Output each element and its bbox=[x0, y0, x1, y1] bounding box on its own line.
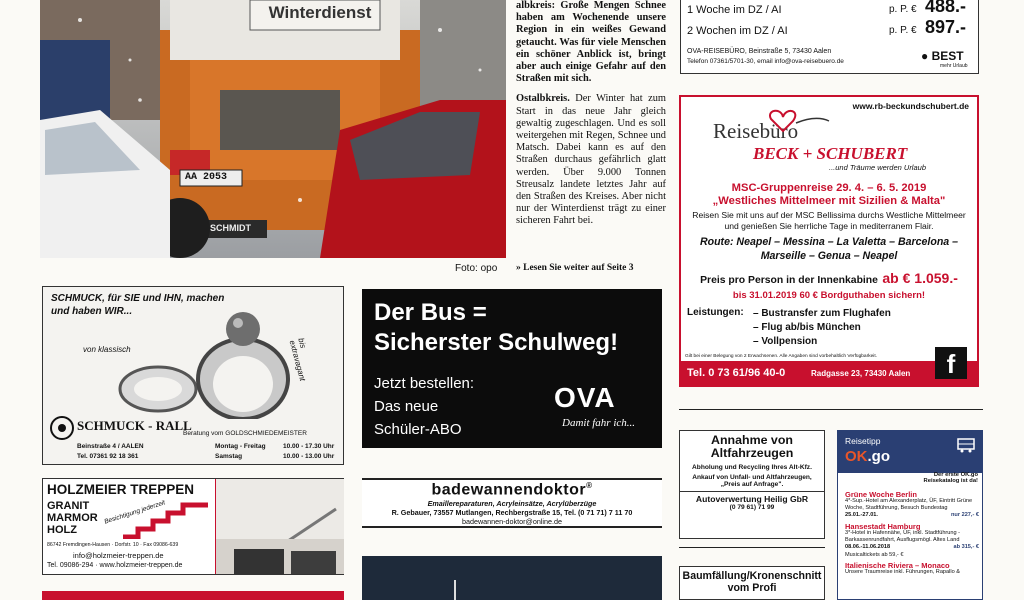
offer-date: 08.06.-11.06.2018 bbox=[845, 544, 891, 550]
ova-contact: Telefon 07361/5701-30, email info@ova-reisebuero.de bbox=[687, 58, 844, 65]
dateline: Ostalbkreis. bbox=[516, 93, 570, 105]
ring-illustration bbox=[103, 309, 303, 419]
baumfaellung-ad[interactable] bbox=[679, 566, 825, 600]
facebook-icon[interactable]: f bbox=[935, 347, 967, 379]
staircase-photo bbox=[216, 479, 344, 574]
bus-icon bbox=[956, 437, 976, 453]
bus-line3: Jetzt bestellen: bbox=[374, 375, 475, 392]
material: GRANIT bbox=[47, 500, 90, 512]
altfahrzeuge-ad[interactable] bbox=[679, 430, 825, 539]
truck-sign: Winterdienst bbox=[268, 3, 372, 22]
bottom-ad-dark bbox=[362, 556, 662, 600]
bottom-ad-mark bbox=[454, 580, 456, 600]
holz-stamp: Besichtigung jederzeit bbox=[103, 499, 167, 526]
beck-address: Radgasse 23, 73430 Aalen bbox=[811, 369, 911, 378]
divider bbox=[679, 409, 983, 410]
divider bbox=[679, 547, 825, 548]
ova-slogan: Damit fahr ich... bbox=[562, 417, 636, 429]
license-plate: AA 2053 bbox=[185, 172, 228, 183]
altf-line2: Ankauf von Unfall- und Altfahrzeugen, „Preis auf Anfrage". bbox=[692, 474, 812, 488]
cruise-route: Route: Neapel – Messina – La Valetta – Barcelona – Marseille – Genua – Neapel bbox=[699, 236, 959, 262]
holz-materials bbox=[47, 500, 98, 536]
services-list bbox=[753, 307, 891, 349]
schmuck-rall-logo-icon bbox=[49, 415, 75, 441]
body-text: Der Winter hat zum Start in das neue Jahr gleich gewaltig zugeschlagen. Und es soll weitergehen mit Regen, Schnee und Matsch. Dabei kann es auf den Straßen durchaus gefährlich glatt werden. Über 9.000 Tonnen Streusalz landete letztes Jahr auf den Straßen des Kreises. Aber nicht nur der Winterdienst trägt zu einer sicheren Fahrt bei. bbox=[516, 93, 666, 227]
bus-line4: Das neue bbox=[374, 398, 439, 415]
row1-price: 488.- bbox=[925, 0, 967, 16]
ova-travel-ad[interactable] bbox=[680, 0, 979, 74]
service-item: – Vollpension bbox=[753, 336, 818, 347]
beck-brand-main: BECK + SCHUBERT bbox=[753, 144, 908, 163]
okgo-travel-ad[interactable] bbox=[837, 430, 983, 600]
baum-sub: vom Profi bbox=[727, 582, 777, 594]
offer-line bbox=[845, 544, 979, 552]
hours-weekday-label: Montag - Freitag bbox=[215, 443, 266, 450]
bus-line2: Sicherster Schulweg! bbox=[374, 329, 619, 356]
cruise-intro: Reisen Sie mit uns auf der MSC Bellissima durchs Westliche Mittelmeer und genießen Sie herrliche Tage in mediterranem Flair. bbox=[692, 210, 966, 231]
row2-price: 897.- bbox=[925, 17, 967, 37]
bus-line5: Schüler-ABO bbox=[374, 421, 462, 438]
lead-fragment: albkreis: bbox=[516, 0, 556, 11]
holz-email[interactable]: info@holzmeier-treppen.de bbox=[73, 551, 164, 560]
article-column bbox=[516, 0, 666, 236]
offer-line bbox=[845, 512, 979, 520]
bade-brand: badewannendoktor bbox=[431, 481, 587, 499]
news-photo bbox=[40, 0, 506, 258]
schmuck-brand: SCHMUCK - RALL bbox=[77, 418, 192, 433]
beck-tagline: ...und Träume werden Urlaub bbox=[829, 163, 926, 172]
beck-phone[interactable]: Tel. 0 73 61/96 40-0 bbox=[687, 367, 786, 379]
photo-caption: Foto: opo bbox=[455, 263, 498, 274]
continue-link[interactable]: » Lesen Sie weiter auf Seite 3 bbox=[516, 263, 634, 273]
holz-info-panel bbox=[43, 479, 216, 574]
snow-truck-image bbox=[40, 0, 506, 258]
cruise-headline-2: „Westliches Mittelmeer mit Sizilien & Malta" bbox=[712, 195, 946, 207]
offer-text: 4*-Sup.-Hotel am Alexanderplatz, ÜF, Eintritt Grüne Woche, Stadtführung, Besuch Bundestag bbox=[845, 498, 973, 511]
bade-email[interactable]: badewannen-doktor@online.de bbox=[461, 517, 562, 527]
offer-date: 25.01.-27.01. bbox=[845, 512, 878, 518]
price-label: Preis pro Person in der Innenkabine bbox=[700, 275, 878, 286]
okgo-header-label: Reisetipp bbox=[845, 436, 881, 446]
bade-brand-line bbox=[362, 481, 662, 499]
okgo-header bbox=[838, 431, 982, 473]
right-note: bis extravagant bbox=[287, 337, 308, 383]
price-value: ab € 1.059.- bbox=[882, 270, 958, 286]
bottom-ad-red bbox=[42, 591, 344, 600]
altf-company: Autoverwertung Heilig GbR bbox=[680, 491, 824, 504]
left-note: von klassisch bbox=[83, 345, 131, 354]
holz-phone: Tel. 09086-294 · www.holzmeier-treppen.de bbox=[47, 562, 183, 569]
offer-title: Italienische Riviera – Monaco bbox=[845, 561, 950, 570]
ova-logo: OVA bbox=[554, 382, 616, 413]
schmuck-address: Beinstraße 4 / AALEN bbox=[77, 443, 144, 450]
fine-print: Gilt bei einer Belegung von 2 Erwachsenen. Alle Angaben sind vorbehaltlich Verfügbarkeit. bbox=[685, 354, 877, 359]
cruise-headline-1: MSC-Gruppenreise 29. 4. – 6. 5. 2019 bbox=[731, 182, 927, 194]
article-body bbox=[516, 93, 666, 227]
ova-address: OVA-REISEBÜRO, Beinstraße 5, 73430 Aalen bbox=[687, 48, 832, 55]
best-logo-text: BEST bbox=[931, 49, 964, 63]
schmuck-advisory: Beratung vom GOLDSCHMIEDEMEISTER bbox=[183, 430, 307, 437]
okgo-teaser: Der erste OK.go Reisekatalog ist da! bbox=[923, 472, 978, 484]
heart-icon bbox=[761, 105, 831, 133]
okgo-offer-list bbox=[845, 491, 979, 576]
truck-brand-plate: SCHMIDT bbox=[210, 223, 251, 233]
holzmeier-ad[interactable] bbox=[42, 478, 344, 575]
material: HOLZ bbox=[47, 524, 77, 536]
hours-saturday-label: Samstag bbox=[215, 453, 243, 460]
offer-title: Hansestadt Hamburg bbox=[845, 522, 921, 531]
price-line bbox=[681, 270, 977, 288]
offer-text: 3*-Hotel in Hafennähe, ÜF, inkl. Stadtführung - Barkassenrundfahrt, Ausflugsmögl. Altes Land bbox=[845, 530, 961, 543]
altf-title: Annahme von Altfahrzeugen bbox=[710, 433, 794, 460]
hours-saturday: 10.00 - 13.00 Uhr bbox=[283, 453, 335, 460]
holz-address: 86742 Fremdingen-Hausen · Dorfstr. 10 · Fax 09086-639 bbox=[47, 542, 179, 548]
row1-label: 1 Woche im DZ / AI bbox=[687, 4, 782, 16]
bus-line1: Der Bus = bbox=[374, 299, 487, 326]
best-logo: ● BEST bbox=[921, 49, 964, 63]
hours-weekday: 10.00 - 17.30 Uhr bbox=[283, 443, 335, 450]
row1-prefix: p. P. € bbox=[889, 4, 917, 15]
lead-text: Große Mengen Schnee haben am Wochenende unsere Region in ein weißes Gewand getaucht. Was für viele Menschen ein schöner Anblick ist, bringt aber auch einige Gefahr auf den Straßen mit sich. bbox=[516, 0, 666, 85]
stairs-icon bbox=[118, 501, 213, 539]
schmuck-phone: Tel. 07361 92 18 361 bbox=[77, 453, 139, 460]
altf-phone: (0 79 61) 71 99 bbox=[729, 504, 775, 511]
altf-line1: Abholung und Recycling Ihres Alt-Kfz. bbox=[692, 464, 812, 471]
material: MARMOR bbox=[47, 512, 98, 524]
beck-brand-top: Reisebüro bbox=[713, 119, 799, 143]
row2-prefix: p. P. € bbox=[889, 25, 917, 36]
bade-address: R. Gebauer, 73557 Mutlangen, Rechbergstraße 15, Tel. (0 71 71) 7 11 70 bbox=[391, 508, 633, 518]
service-item: – Bustransfer zum Flughafen bbox=[753, 308, 891, 319]
offer-title: Grüne Woche Berlin bbox=[845, 490, 917, 499]
okgo-logo: OK.go bbox=[845, 448, 890, 465]
schmuck-headline: SCHMUCK, für SIE und IHN, machen und haben WIR... bbox=[51, 293, 225, 317]
beck-url[interactable]: www.rb-beckundschubert.de bbox=[852, 101, 969, 111]
bade-services: Emaillereparaturen, Acryleinsätze, Acrylüberzüge bbox=[427, 499, 597, 509]
beck-schubert-ad[interactable] bbox=[679, 95, 979, 387]
offer-price: ab 315,- € bbox=[953, 544, 979, 550]
baum-title: Baumfällung/Kronenschnitt bbox=[682, 570, 822, 582]
bade-reg: ® bbox=[586, 481, 593, 490]
row2-label: 2 Wochen im DZ / AI bbox=[687, 25, 788, 37]
service-item: – Flug ab/bis München bbox=[753, 322, 861, 333]
offer-extra: Musicaltickets ab 59,- € bbox=[845, 552, 904, 558]
offer-text: Unsere Traumreise inkl. Führungen, Rapallo & bbox=[845, 569, 961, 575]
best-sub: mehr Urlaub bbox=[940, 63, 968, 69]
ova-bus-ad[interactable] bbox=[362, 289, 662, 448]
offer-price: nur 227,- € bbox=[951, 512, 979, 518]
schmuck-rall-ad[interactable] bbox=[42, 286, 344, 465]
bonus-text: bis 31.01.2019 60 € Bordguthaben sichern! bbox=[732, 290, 926, 301]
article-lead bbox=[516, 0, 666, 85]
badewannendoktor-ad[interactable] bbox=[362, 478, 662, 528]
holz-brand: HOLZMEIER TREPPEN bbox=[47, 482, 195, 497]
services-label: Leistungen: bbox=[687, 307, 744, 318]
